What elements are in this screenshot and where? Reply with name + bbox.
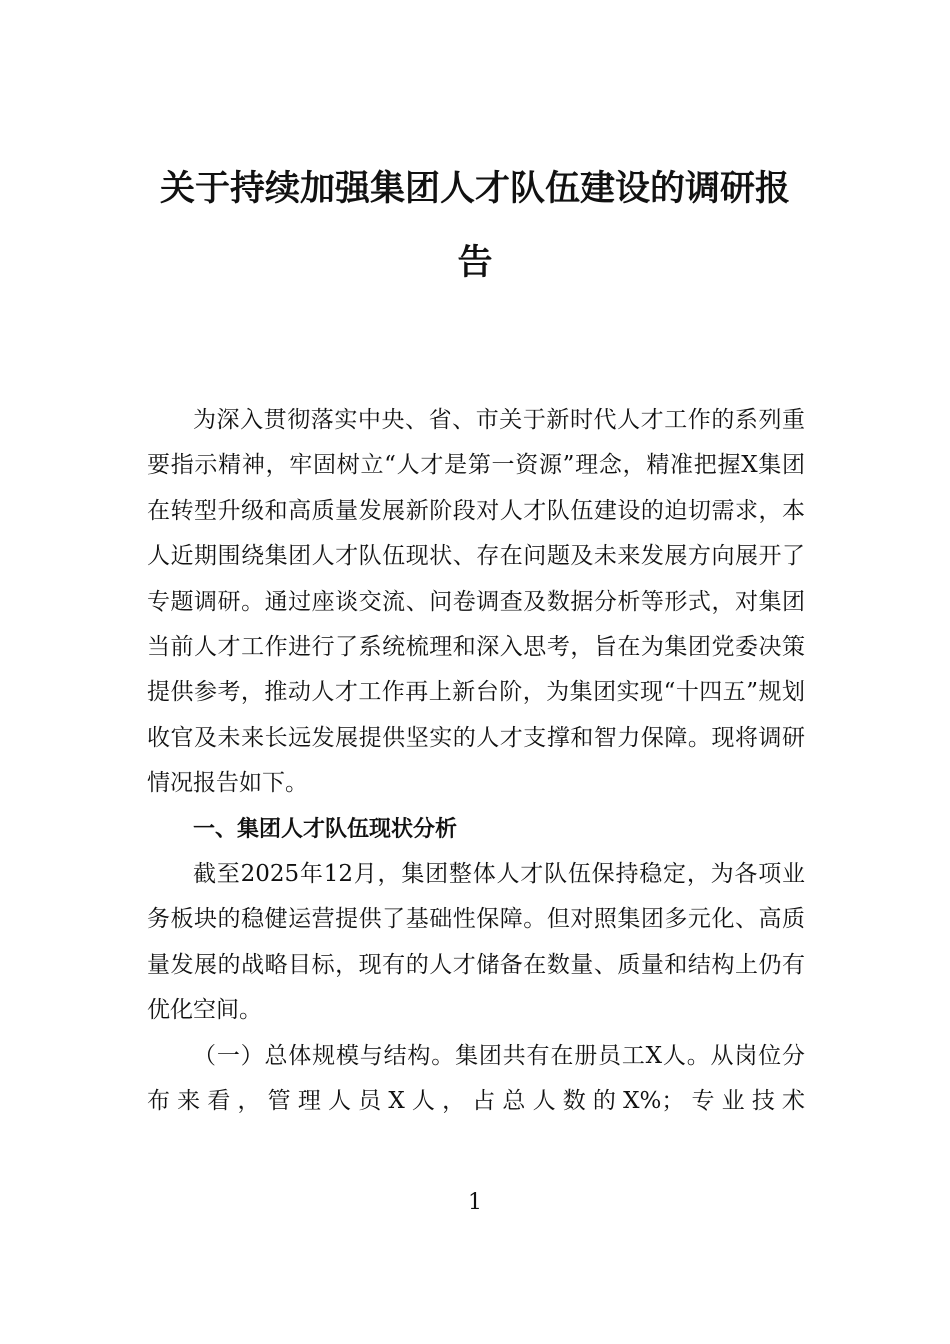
- section-1-heading: 一、集团人才队伍现状分析: [193, 816, 458, 842]
- subsection-1-heading: （一）总体规模与结构。: [193, 1042, 456, 1069]
- intro-paragraph: 为深入贯彻落实中央、省、市关于新时代人才工作的系列重要指示精神，牢固树立“人才是第一资源”理念，精准把握X集团在转型升级和高质量发展新阶段对人才队伍建设的迫切需求，本人近期围绕集团人才队伍现状、存在问题及未来发展方向展开了专题调研。通过座谈交流、问卷调查及数据分析等形式，对集团当前人才工作进行了系统梳理和深入思考，旨在为集团党委决策提供参考，推动人才工作再上新台阶，为集团实现“十四五”规划收官及未来长远发展提供坚实的人才支撑和智力保障。现将调研情况报告如下。: [147, 407, 805, 797]
- subsection-1-text: 集团共有在册员工X人。从岗位分布来看，管理人员X人，占总人数的X%；专业技术: [147, 1042, 806, 1115]
- subsection-1-paragraph: [147, 1034, 805, 1125]
- document-title-line-2: 告: [457, 242, 493, 283]
- document-body: [147, 398, 805, 1125]
- page-number: 1: [468, 1190, 482, 1215]
- document-title-line-1: 关于持续加强集团人才队伍建设的调研报: [159, 168, 790, 209]
- section-1-paragraph: 截至2025年12月，集团整体人才队伍保持稳定，为各项业务板块的稳健运营提供了基础性保障。但对照集团多元化、高质量发展的战略目标，现有的人才储备在数量、质量和结构上仍有优化空间。: [147, 861, 805, 1024]
